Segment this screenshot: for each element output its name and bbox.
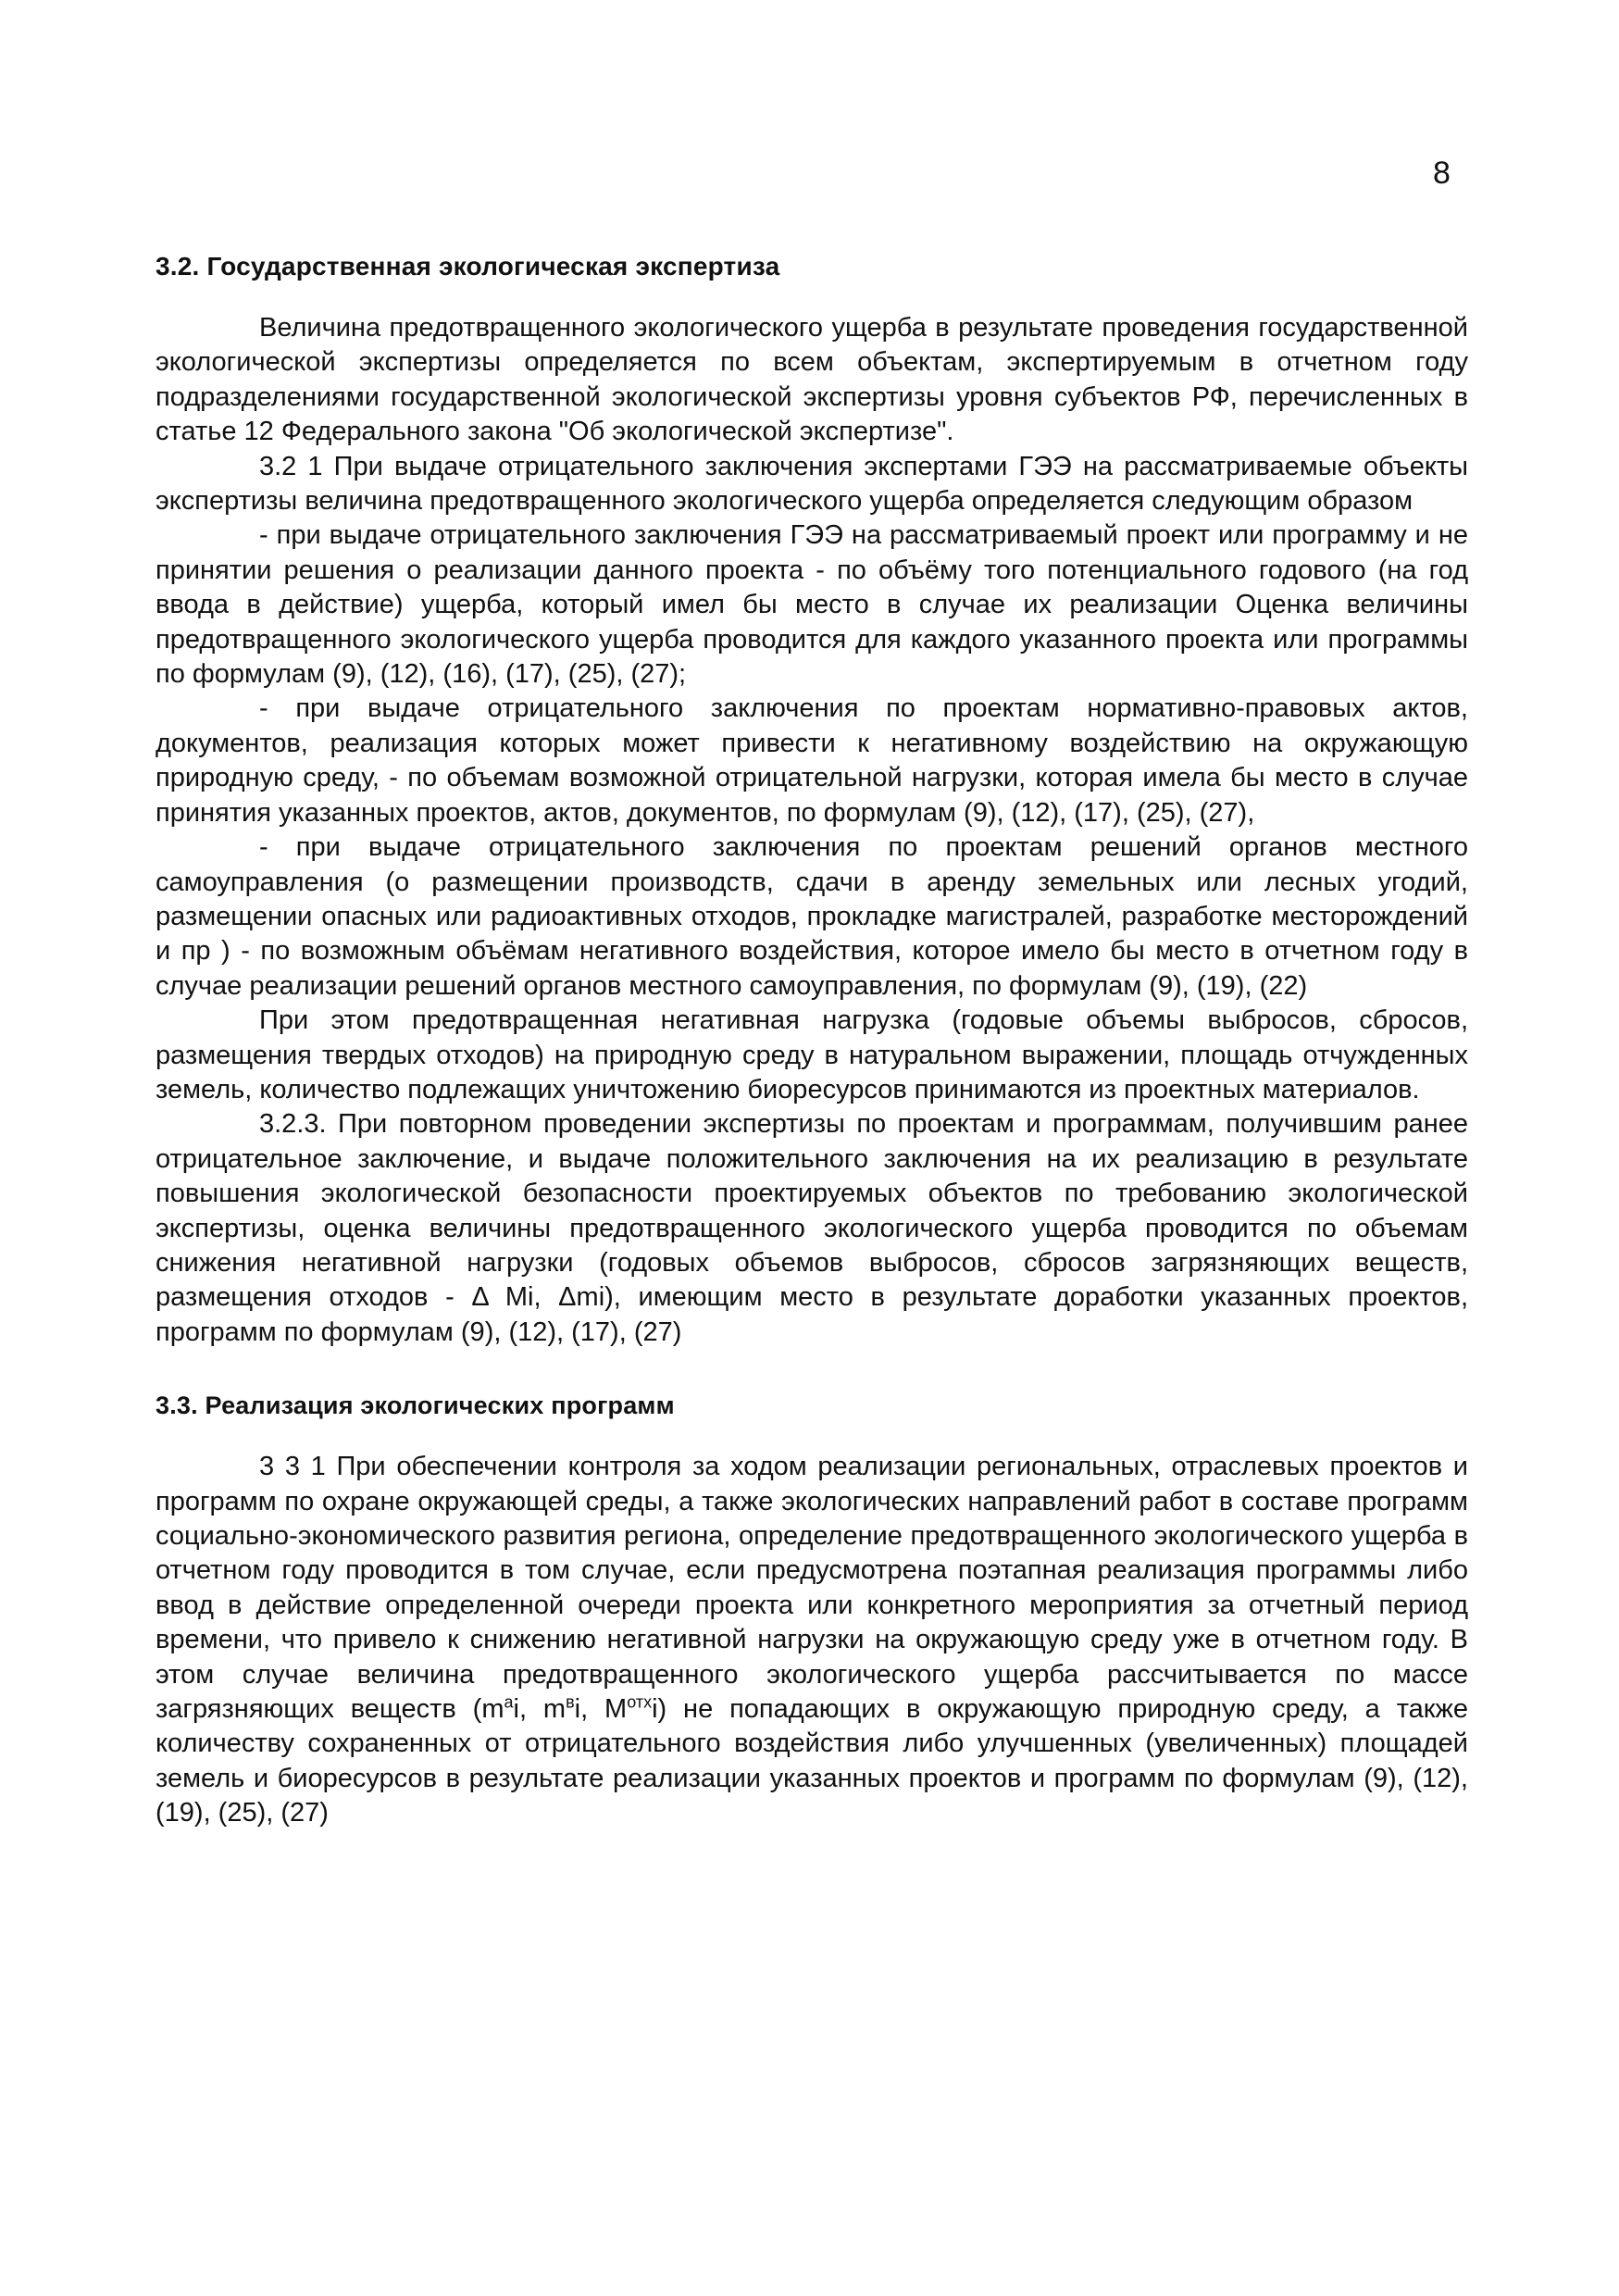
page-number: 8 (1433, 156, 1451, 191)
section-3-2-paragraph-3: - при выдаче отрицательного заключения ГЭЭ на рассматриваемый проект или программу и не принятии решения о реализации данного проекта - по объёму того потенциального годового (на год ввода в действие) ущерба, который имел бы место в случае их реализации Оценка величины предотвращенного экологического ущерба проводится для каждого указанного проекта или программы по формулам (9), (12), (16), (17), (25), (27); (156, 520, 1468, 690)
section-3-2-paragraph-7: 3.2.3. При повторном проведении экспертизы по проектам и программам, получившим ранее отрицательное заключение, и выдаче положительного заключения на их реализацию в результате повышения экологической безопасности проектируемых объектов по требованию экологической экспертизы, оценка величины предотвращенного экологического ущерба проводится по объемам снижения негативной нагрузки (годовых объемов выбросов, сбросов загрязняющих веществ, размещения отходов - Δ Mi, Δmi), имеющим место в результате доработки указанных проектов, программ по формулам (9), (12), (17), (27) (156, 1109, 1468, 1347)
superscript: a (504, 1692, 514, 1712)
section-3-2-heading: 3.2. Государственная экологическая экспертиза (156, 252, 780, 281)
paragraph-text: 3 3 1 При обеспечении контроля за ходом реализации региональных, отраслевых проектов и программ по охране окружающей среды, а также экологических направлений работ в составе программ социально-экономического развития региона, определение предотвращенного экологического ущерба в отчетном году проводится в том случае, если предусмотрена поэтапная реализация программы либо ввод в действие определенной очереди проекта или конкретного мероприятия за отчетный период времени, что привело к снижению негативной нагрузки на окружающую среду уже в отчетном году. В этом случае величина предотвращенного экологического ущерба рассчитывается по массе загрязняющих веществ (m (156, 1452, 1468, 1725)
section-3-2-paragraph-6: При этом предотвращенная негативная нагрузка (годовые объемы выбросов, сбросов, размещения твердых отходов) на природную среду в натуральном выражении, площадь отчужденных земель, количество подлежащих уничтожению биоресурсов принимаются из проектных материалов. (156, 1005, 1468, 1104)
section-3-2-paragraph-4: - при выдаче отрицательного заключения по проектам нормативно-правовых актов, документов, реализация которых может привести к негативному воздействию на окружающую природную среду, - по объемам возможной отрицательной нагрузки, которая имела бы место в случае принятия указанных проектов, актов, документов, по формулам (9), (12), (17), (25), (27), (156, 693, 1468, 828)
page-content (156, 248, 1468, 1831)
section-3-3-paragraph-1 (156, 1450, 1468, 1830)
section-3-2-paragraph-1: Величина предотвращенного экологического ущерба в результате проведения государственной экологической экспертизы определяется по всем объектам, экспертируемым в отчетном году подразделениями государственной экологической экспертизы уровня субъектов РФ, перечисленных в статье 12 Федерального закона "Об экологической экспертизе". (156, 313, 1468, 447)
section-3-3-heading: 3.3. Реализация экологических программ (156, 1391, 675, 1420)
superscript: отх (627, 1692, 653, 1712)
superscript: в (566, 1692, 575, 1712)
paragraph-text: i) не попадающих в окружающую природную среду, а также количеству сохраненных от отрицательного воздействия либо улучшенных (увеличенных) площадей земель и биоресурсов в результате реализации указанных проектов и программ по формулам (9), (12), (19), (25), (27) (156, 1694, 1469, 1828)
paragraph-text: i, m (513, 1694, 567, 1725)
paragraph-text: i, M (574, 1694, 628, 1725)
section-3-2-paragraph-5: - при выдаче отрицательного заключения по проектам решений органов местного самоуправления (о размещении производств, сдачи в аренду земельных или лесных угодий, размещении опасных или радиоактивных отходов, прокладке магистралей, разработке месторождений и пр ) - по возможным объёмам негативного воздействия, которое имело бы место в отчетном году в случае реализации решений органов местного самоуправления, по формулам (9), (19), (22) (156, 832, 1468, 1001)
section-3-2-paragraph-2: 3.2 1 При выдаче отрицательного заключения экспертами ГЭЭ на рассматриваемые объекты экспертизы величина предотвращенного экологического ущерба определяется следующим образом (156, 451, 1468, 517)
